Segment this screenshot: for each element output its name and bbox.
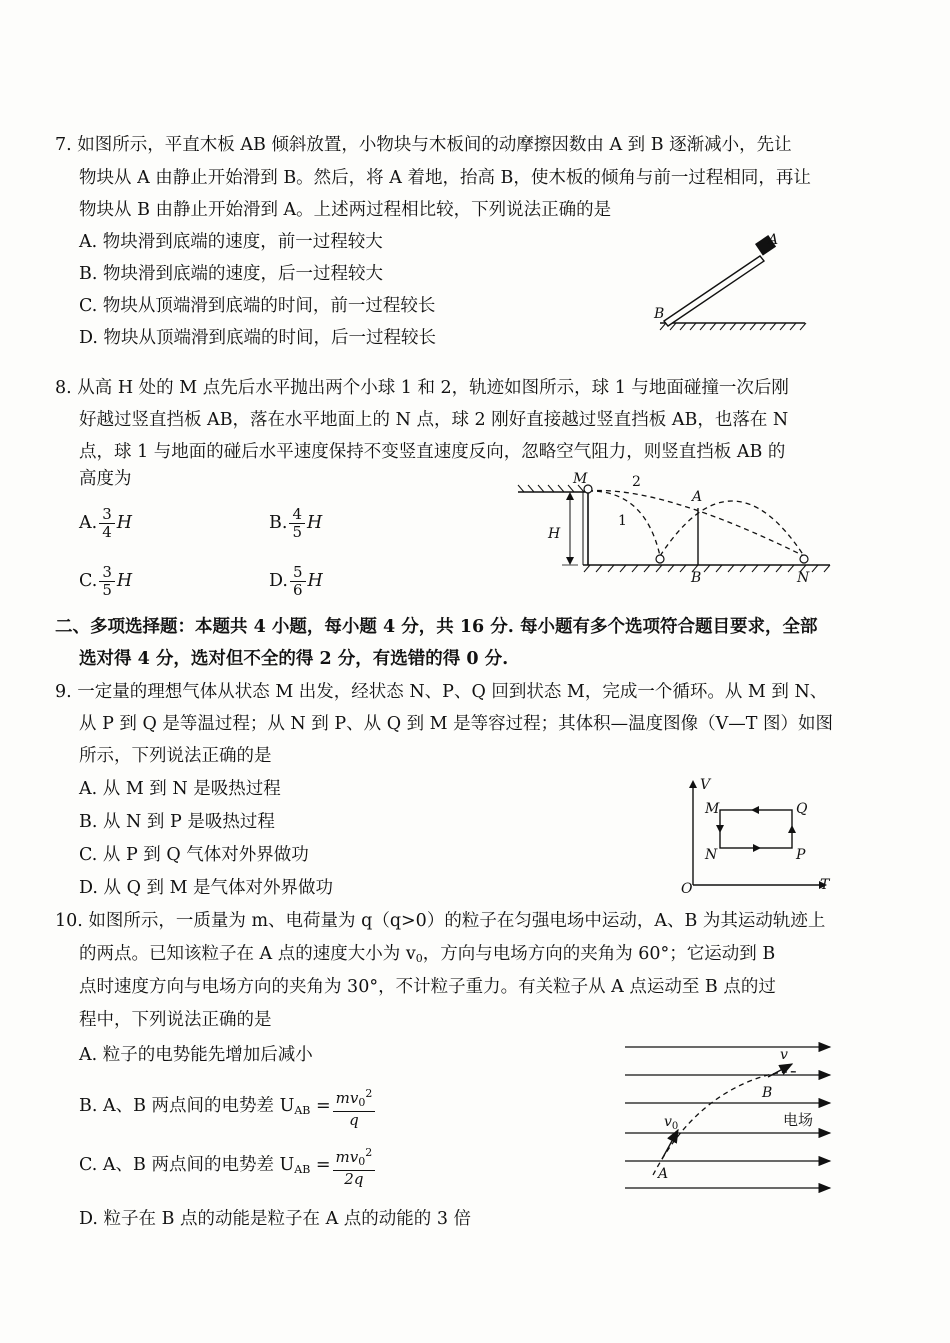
q9-option-c: C. 从 P 到 Q 气体对外界做功 — [79, 845, 309, 865]
q7-stem-line-2: 物块从 A 由静止开始滑到 B。然后，将 A 着地，抬高 B，使木板的倾角与前一过程相同，再让 — [79, 168, 811, 188]
q10-option-d: D. 粒子在 B 点的动能是粒子在 A 点的动能的 3 倍 — [79, 1209, 472, 1229]
q10-label-a: A — [658, 1166, 669, 1182]
q9-label-q: Q — [796, 801, 808, 817]
q8-label-a: A — [692, 489, 703, 505]
section-2-heading-line-2: 选对得 4 分，选对但不全的得 2 分，有选错的得 0 分. — [79, 649, 509, 669]
q9-axis-t: T — [820, 877, 830, 893]
q10-label-b: B — [762, 1085, 773, 1101]
q7-option-b: B. 物块滑到底端的速度，后一过程较大 — [79, 264, 383, 284]
q8-option-b: B. $\frac{4}{5}$ H — [269, 505, 323, 541]
q10-stem-line-4: 程中，下列说法正确的是 — [79, 1010, 272, 1030]
q10-label-v0: $v_0$ — [664, 1114, 679, 1132]
q8-stem-line-2: 好越过竖直挡板 AB，落在水平地面上的 N 点，球 2 刚好直接越过竖直挡板 AB，也落在 N — [79, 410, 789, 430]
q9-stem-line-1: 9. 一定量的理想气体从状态 M 出发，经状态 N、P、Q 回到状态 M，完成一个循环。从 M 到 N、 — [55, 682, 828, 702]
q7-label-a: A — [768, 232, 779, 248]
q8-label-1: 1 — [618, 513, 627, 529]
q9-stem-line-3: 所示，下列说法正确的是 — [79, 746, 272, 766]
q10-option-a: A. 粒子的电势能先增加后减小 — [79, 1045, 313, 1065]
q7-option-c: C. 物块从顶端滑到底端的时间，前一过程较长 — [79, 296, 436, 316]
q7-stem-line-3: 物块从 B 由静止开始滑到 A。上述两过程相比较，下列说法正确的是 — [79, 200, 612, 220]
q9-option-a: A. 从 M 到 N 是吸热过程 — [79, 779, 281, 799]
q8-label-n: N — [797, 570, 810, 586]
q10-option-b: B. A、B 两点间的电势差 $U_{AB}$ = $\frac{mv_0^2}{q}$ — [79, 1084, 377, 1133]
q9-label-m: M — [705, 801, 720, 817]
q10-stem-line-2: 的两点。已知该粒子在 A 点的速度大小为 $v_0$，方向与电场方向的夹角为 60°；它运动到 B — [79, 944, 776, 965]
q8-label-2: 2 — [632, 474, 641, 490]
q10-stem-line-3: 点时速度方向与电场方向的夹角为 30°，不计粒子重力。有关粒子从 A 点运动至 B 点的过 — [79, 977, 776, 997]
q8-option-a: A. $\frac{3}{4}$ H — [79, 505, 133, 541]
q9-option-b: B. 从 N 到 P 是吸热过程 — [79, 812, 275, 832]
q7-option-d: D. 物块从顶端滑到底端的时间，后一过程较长 — [79, 328, 437, 348]
q7-option-a: A. 物块滑到底端的速度，前一过程较大 — [79, 232, 383, 252]
q8-stem-line-4: 高度为 — [79, 469, 132, 489]
q9-option-d: D. 从 Q 到 M 是气体对外界做功 — [79, 878, 334, 898]
q7-stem-line-1: 7. 如图所示，平直木板 AB 倾斜放置，小物块与木板间的动摩擦因数由 A 到 B 逐渐减小，先让 — [55, 135, 792, 155]
q8-projectile-figure — [510, 470, 835, 585]
q9-label-p: P — [796, 847, 806, 863]
q10-stem-line-1: 10. 如图所示，一质量为 m、电荷量为 q（q>0）的粒子在匀强电场中运动，A、B 为其运动轨迹上 — [55, 911, 826, 931]
section-2-heading: 二、多项选择题：本题共 4 小题，每小题 4 分，共 16 分. 每小题有多个选项符合题目要求，全部 — [55, 617, 818, 637]
q8-label-m: M — [573, 471, 588, 487]
q7-label-b: B — [654, 306, 665, 322]
q8-label-h: H — [548, 526, 561, 542]
q10-label-field: 电场 — [783, 1111, 814, 1129]
q9-vt-graph — [675, 775, 835, 895]
q9-origin: O — [681, 881, 693, 897]
q8-option-d: D. $\frac{5}{6}$ H — [269, 563, 323, 599]
q8-option-c: C. $\frac{3}{5}$ H — [79, 563, 133, 599]
q10-option-c: C. A、B 两点间的电势差 $U_{AB}$ = $\frac{mv_0^2}{2q}$ — [79, 1143, 377, 1192]
q8-stem-line-3: 点，球 1 与地面的碰后水平速度保持不变竖直速度反向，忽略空气阻力，则竖直挡板 AB 的 — [79, 442, 786, 462]
q9-stem-line-2: 从 P 到 Q 是等温过程；从 N 到 P、从 Q 到 M 是等容过程；其体积—温度图像（V—T 图）如图 — [79, 714, 834, 734]
q7-incline-figure — [640, 228, 820, 338]
q8-label-b: B — [691, 570, 702, 586]
q9-label-n: N — [705, 847, 718, 863]
q10-field-figure — [620, 1035, 835, 1200]
q9-axis-v: V — [700, 777, 711, 793]
q8-stem-line-1: 8. 从高 H 处的 M 点先后水平抛出两个小球 1 和 2，轨迹如图所示，球 1 与地面碰撞一次后刚 — [55, 378, 789, 398]
q10-label-v: v — [780, 1047, 788, 1063]
